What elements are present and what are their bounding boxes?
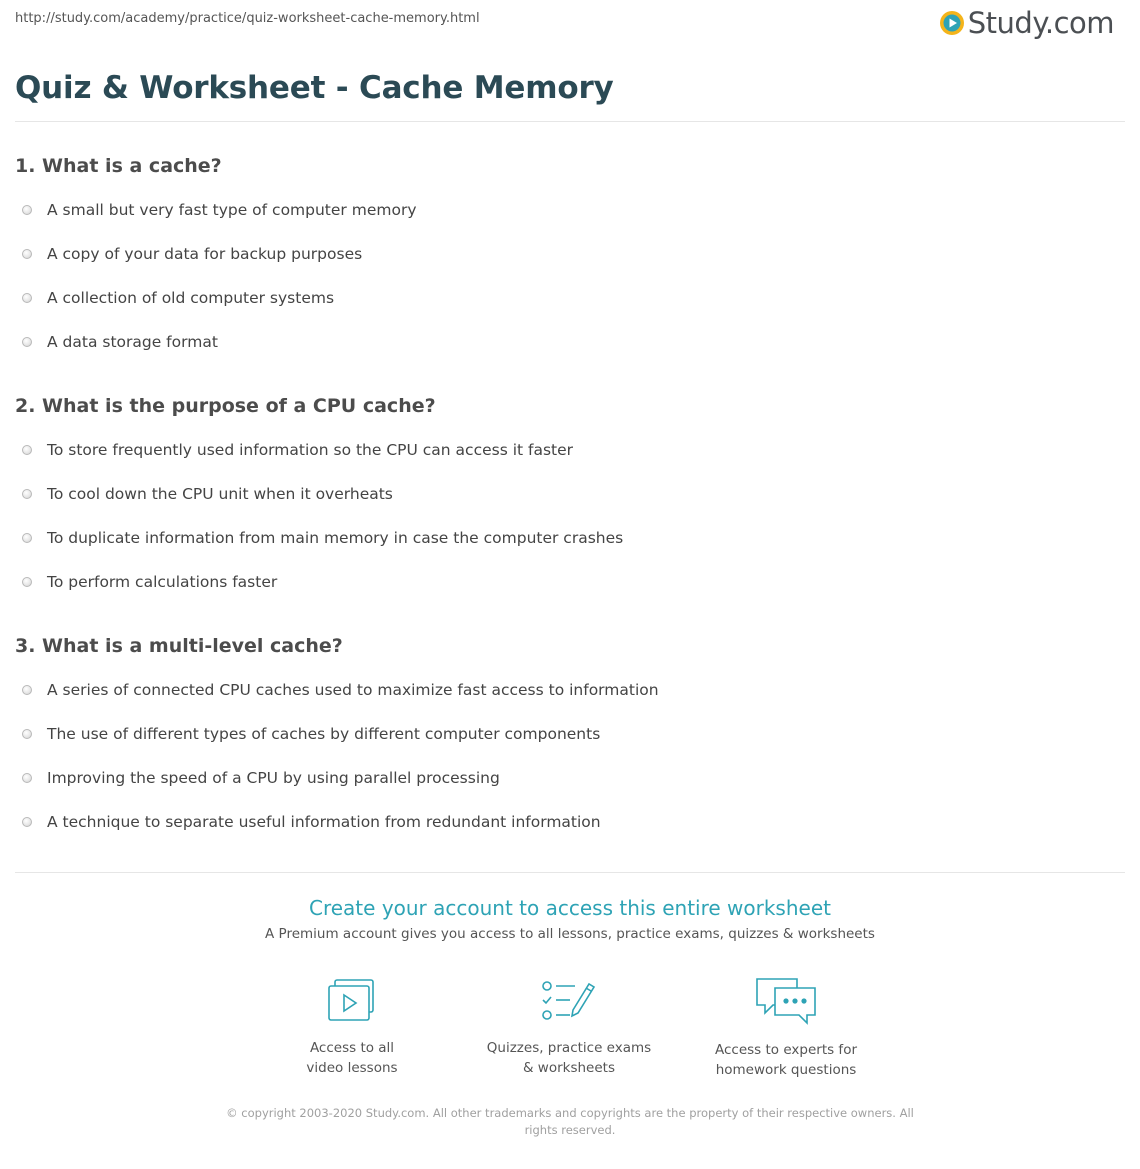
answer-option[interactable]: A small but very fast type of computer memory	[22, 201, 417, 219]
cta-heading[interactable]: Create your account to access this entire worksheet	[309, 896, 831, 920]
page-title: Quiz & Worksheet - Cache Memory	[15, 70, 614, 106]
answer-option[interactable]: A collection of old computer systems	[22, 289, 334, 307]
radio-icon[interactable]	[22, 817, 32, 827]
quiz-checklist-icon	[539, 976, 599, 1026]
footer-copyright: © copyright 2003-2020 Study.com. All other trademarks and copyrights are the property of their respective owners. All rights reserved.	[226, 1106, 914, 1137]
logo-text: Study.com	[967, 6, 1114, 40]
study-logo[interactable]	[939, 6, 1114, 40]
feature-experts	[686, 976, 886, 1080]
answer-option[interactable]: To store frequently used information so the CPU can access it faster	[22, 441, 573, 459]
radio-icon[interactable]	[22, 337, 32, 347]
radio-icon[interactable]	[22, 533, 32, 543]
feature-label: Quizzes, practice exams & worksheets	[486, 1040, 652, 1076]
answer-option[interactable]: A copy of your data for backup purposes	[22, 245, 362, 263]
cta-subheading: A Premium account gives you access to all lessons, practice exams, quizzes & worksheets	[265, 926, 875, 942]
page-url: http://study.com/academy/practice/quiz-worksheet-cache-memory.html	[15, 11, 480, 26]
answer-option[interactable]: A technique to separate useful information from redundant information	[22, 813, 601, 831]
feature-label: Access to all video lessons	[306, 1040, 398, 1076]
answer-option[interactable]: A series of connected CPU caches used to maximize fast access to information	[22, 681, 659, 699]
radio-icon[interactable]	[22, 685, 32, 695]
feature-quizzes	[469, 976, 669, 1078]
chat-bubbles-icon	[753, 976, 819, 1028]
question-3: 3. What is a multi-level cache?	[15, 635, 343, 657]
radio-icon[interactable]	[22, 445, 32, 455]
play-logo-icon	[939, 10, 965, 36]
answer-option[interactable]: To duplicate information from main memory in case the computer crashes	[22, 529, 623, 547]
answer-option[interactable]: Improving the speed of a CPU by using parallel processing	[22, 769, 500, 787]
radio-icon[interactable]	[22, 729, 32, 739]
feature-video-lessons	[252, 976, 452, 1078]
question-2: 2. What is the purpose of a CPU cache?	[15, 395, 436, 417]
radio-icon[interactable]	[22, 773, 32, 783]
answer-option[interactable]: To perform calculations faster	[22, 573, 277, 591]
answer-option[interactable]: To cool down the CPU unit when it overheats	[22, 485, 393, 503]
title-divider	[15, 121, 1125, 122]
radio-icon[interactable]	[22, 249, 32, 259]
radio-icon[interactable]	[22, 577, 32, 587]
answer-option[interactable]: The use of different types of caches by different computer components	[22, 725, 600, 743]
answer-option[interactable]: A data storage format	[22, 333, 218, 351]
video-lessons-icon	[322, 976, 382, 1026]
question-1: 1. What is a cache?	[15, 155, 222, 177]
radio-icon[interactable]	[22, 205, 32, 215]
feature-label: Access to experts for homework questions	[714, 1042, 857, 1078]
radio-icon[interactable]	[22, 489, 32, 499]
cta-divider	[15, 872, 1125, 873]
radio-icon[interactable]	[22, 293, 32, 303]
